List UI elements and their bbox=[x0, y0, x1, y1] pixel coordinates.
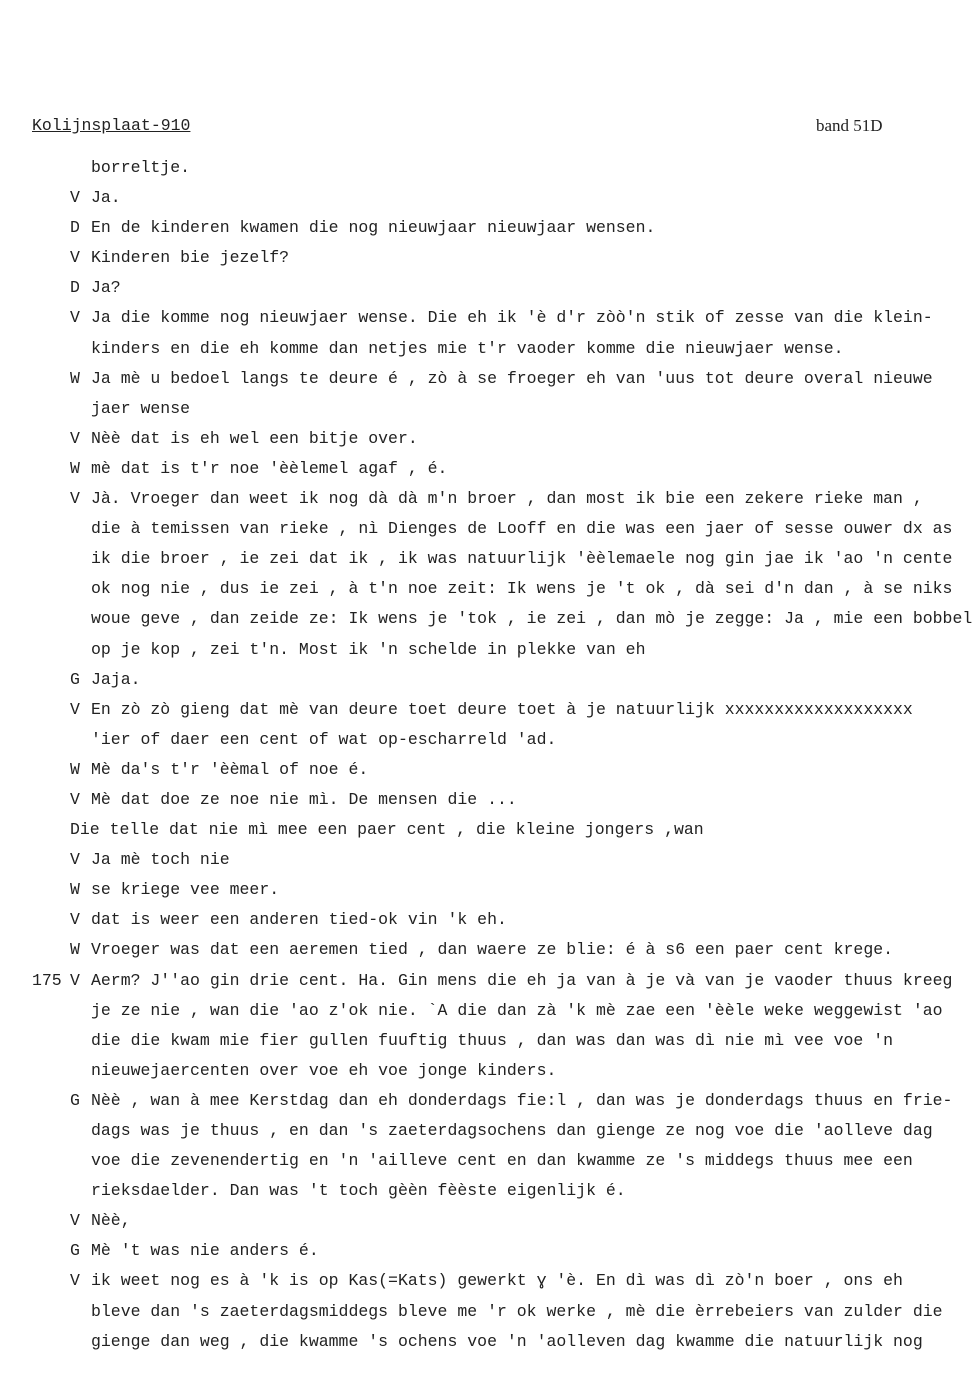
line-text: die die kwam mie fier gullen fuuftig thuus , dan was dan was dì nie mì vee voe 'n bbox=[91, 1030, 894, 1050]
line-text: Mè da's t'r 'èèmal of noe é. bbox=[91, 759, 369, 779]
line-text: je ze nie , wan die 'ao z'ok nie. `A die dan zà 'k mè zae een 'èèle weke weggewist 'ao bbox=[91, 1000, 943, 1020]
line-text: Mè dat doe ze noe nie mì. De mensen die ... bbox=[91, 789, 517, 809]
speaker-label: W bbox=[70, 458, 80, 478]
transcript-line bbox=[0, 1206, 979, 1236]
transcript-line bbox=[0, 935, 979, 965]
transcript-line bbox=[0, 815, 979, 845]
transcript-line bbox=[0, 303, 979, 333]
speaker-label: V bbox=[70, 308, 80, 328]
transcript-line bbox=[0, 1086, 979, 1116]
speaker-label: V bbox=[70, 1211, 80, 1231]
line-text: mè dat is t'r noe 'èèlemel agaf , é. bbox=[91, 458, 448, 478]
line-text: voe die zevenendertig en 'n 'ailleve cent en dan kwamme ze 's middegs thuus mee een bbox=[91, 1151, 913, 1171]
transcript-line bbox=[0, 1026, 979, 1056]
line-text: Ja die komme nog nieuwjaer wense. Die eh ik 'è d'r zòò'n stik of zesse van die klein- bbox=[91, 308, 933, 328]
transcript-line bbox=[0, 635, 979, 665]
line-text: Jà. Vroeger dan weet ik nog dà dà m'n broer , dan most ik bie een zekere rieke man , bbox=[91, 489, 923, 509]
line-text: 'ier of daer een cent of wat op-escharreld 'ad. bbox=[91, 729, 557, 749]
line-text: op je kop , zei t'n. Most ik 'n schelde in plekke van eh bbox=[91, 639, 646, 659]
transcript-line bbox=[0, 424, 979, 454]
transcript-line bbox=[0, 574, 979, 604]
line-text: Die telle dat nie mì mee een paer cent , die kleine jongers ,wan bbox=[70, 820, 704, 840]
line-text: ik die broer , ie zei dat ik , ik was natuurlijk 'èèlemaele nog gin jae ik 'ao 'n cente bbox=[91, 549, 953, 569]
transcript-line bbox=[0, 845, 979, 875]
transcript-line bbox=[0, 334, 979, 364]
line-text: Ja? bbox=[91, 278, 121, 298]
speaker-label: V bbox=[70, 428, 80, 448]
transcript-line bbox=[0, 875, 979, 905]
line-text: kinders en die eh komme dan netjes mie t'r vaoder komme die nieuwjaer wense. bbox=[91, 338, 844, 358]
transcript-line bbox=[0, 273, 979, 303]
transcript-line bbox=[0, 695, 979, 725]
line-text: dags was je thuus , en dan 's zaeterdagsochens dan gienge ze nog voe die 'aolleve dag bbox=[91, 1121, 933, 1140]
line-text: En zò zò gieng dat mè van deure toet deure toet à je natuurlijk xxxxxxxxxxxxxxxxxxx bbox=[91, 699, 913, 719]
line-text: Kinderen bie jezelf? bbox=[91, 248, 290, 268]
speaker-label: W bbox=[70, 368, 80, 388]
speaker-label: V bbox=[70, 248, 80, 268]
speaker-label: G bbox=[70, 1241, 80, 1261]
transcript-line bbox=[0, 514, 979, 544]
transcript-line bbox=[0, 1297, 979, 1327]
speaker-label: D bbox=[70, 278, 80, 298]
line-text: Nèè, bbox=[91, 1211, 131, 1231]
line-text: Nèè dat is eh wel een bitje over. bbox=[91, 428, 418, 448]
transcript-line bbox=[0, 785, 979, 815]
transcript-line bbox=[0, 755, 979, 785]
line-text: bleve dan 's zaeterdagsmiddegs bleve me 'r ok werke , mè die èrrebeiers van zulder die bbox=[91, 1301, 943, 1321]
line-text: Mè 't was nie anders é. bbox=[91, 1241, 319, 1261]
transcript-line bbox=[0, 1236, 979, 1266]
line-text: dat is weer een anderen tied-ok vin 'k eh. bbox=[91, 910, 507, 930]
transcript-line bbox=[0, 364, 979, 394]
line-text: Nèè , wan à mee Kerstdag dan eh donderdags fie:l , dan was je donderdags thuus en frie- bbox=[91, 1090, 953, 1110]
transcript-line bbox=[0, 604, 979, 634]
transcript-line bbox=[0, 213, 979, 243]
speaker-label: V bbox=[70, 489, 80, 509]
line-text: Jaja. bbox=[91, 669, 141, 689]
line-text: Vroeger was dat een aeremen tied , dan waere ze blie: é à s6 een paer cent krege. bbox=[91, 940, 894, 960]
transcript-line bbox=[0, 966, 979, 996]
line-text: En de kinderen kwamen die nog nieuwjaar nieuwjaar wensen. bbox=[91, 218, 656, 238]
speaker-label: V bbox=[70, 699, 80, 719]
line-text: Aerm? J''ao gin drie cent. Ha. Gin mens die eh ja van à je và van je vaoder thuus kreeg bbox=[91, 970, 953, 990]
transcript-line bbox=[0, 1327, 979, 1357]
line-text: woue geve , dan zeide ze: Ik wens je 'tok , ie zei , dan mò je zegge: Ja , mie een bobbel bbox=[91, 609, 973, 629]
transcript-line bbox=[0, 665, 979, 695]
line-text: Ja mè toch nie bbox=[91, 850, 230, 870]
line-text: jaer wense bbox=[91, 398, 191, 418]
transcript-line bbox=[0, 484, 979, 514]
transcript-line bbox=[0, 394, 979, 424]
transcript-line bbox=[0, 153, 979, 183]
transcript-line bbox=[0, 544, 979, 574]
tape-label: band 51D bbox=[816, 116, 883, 135]
line-text: Ja mè u bedoel langs te deure é , zò à se froeger eh van 'uus tot deure overal nieuwe bbox=[91, 368, 933, 388]
speaker-label: W bbox=[70, 759, 80, 779]
speaker-label: V bbox=[70, 789, 80, 809]
speaker-label: V bbox=[70, 188, 80, 208]
speaker-label: V bbox=[70, 910, 80, 930]
transcript-line bbox=[0, 725, 979, 755]
transcript-line bbox=[0, 1266, 979, 1296]
speaker-label: D bbox=[70, 218, 80, 238]
transcript-line bbox=[0, 1056, 979, 1086]
transcript-line bbox=[0, 1176, 979, 1206]
line-text: ok nog nie , dus ie zei , à t'n noe zeit: Ik wens je 't ok , dà sei d'n dan , à se niks bbox=[91, 579, 953, 599]
transcript-body bbox=[0, 153, 979, 1357]
document-title: Kolijnsplaat-910 bbox=[32, 116, 191, 135]
transcript-line bbox=[0, 454, 979, 484]
line-text: rieksdaelder. Dan was 't toch gèèn fèèste eigenlijk é. bbox=[91, 1181, 626, 1201]
line-number: 175 bbox=[32, 970, 62, 990]
transcript-line bbox=[0, 996, 979, 1026]
transcript-line bbox=[0, 1116, 979, 1146]
speaker-label: G bbox=[70, 669, 80, 689]
line-text: gienge dan weg , die kwamme 's ochens voe 'n 'aolleven dag kwamme die natuurlijk nog bbox=[91, 1331, 923, 1351]
transcript-line bbox=[0, 905, 979, 935]
line-text: ik weet nog es à 'k is op Kas(=Kats) gewerkt ɣ 'è. En dì was dì zò'n boer , ons eh bbox=[91, 1271, 903, 1291]
transcript-line bbox=[0, 183, 979, 213]
speaker-label: W bbox=[70, 940, 80, 960]
speaker-label: V bbox=[70, 850, 80, 870]
transcript-line bbox=[0, 243, 979, 273]
line-text: nieuwejaercenten over voe eh voe jonge kinders. bbox=[91, 1060, 557, 1080]
line-text: borreltje. bbox=[91, 158, 191, 177]
speaker-label: W bbox=[70, 880, 80, 900]
speaker-label: V bbox=[70, 970, 80, 990]
speaker-label: G bbox=[70, 1090, 80, 1110]
line-text: se kriege vee meer. bbox=[91, 880, 280, 900]
transcript-line bbox=[0, 1146, 979, 1176]
speaker-label: V bbox=[70, 1271, 80, 1291]
line-text: Ja. bbox=[91, 188, 121, 208]
line-text: die à temissen van rieke , nì Dienges de Looff en die was een jaer of sesse ouwer dx as bbox=[91, 519, 953, 539]
